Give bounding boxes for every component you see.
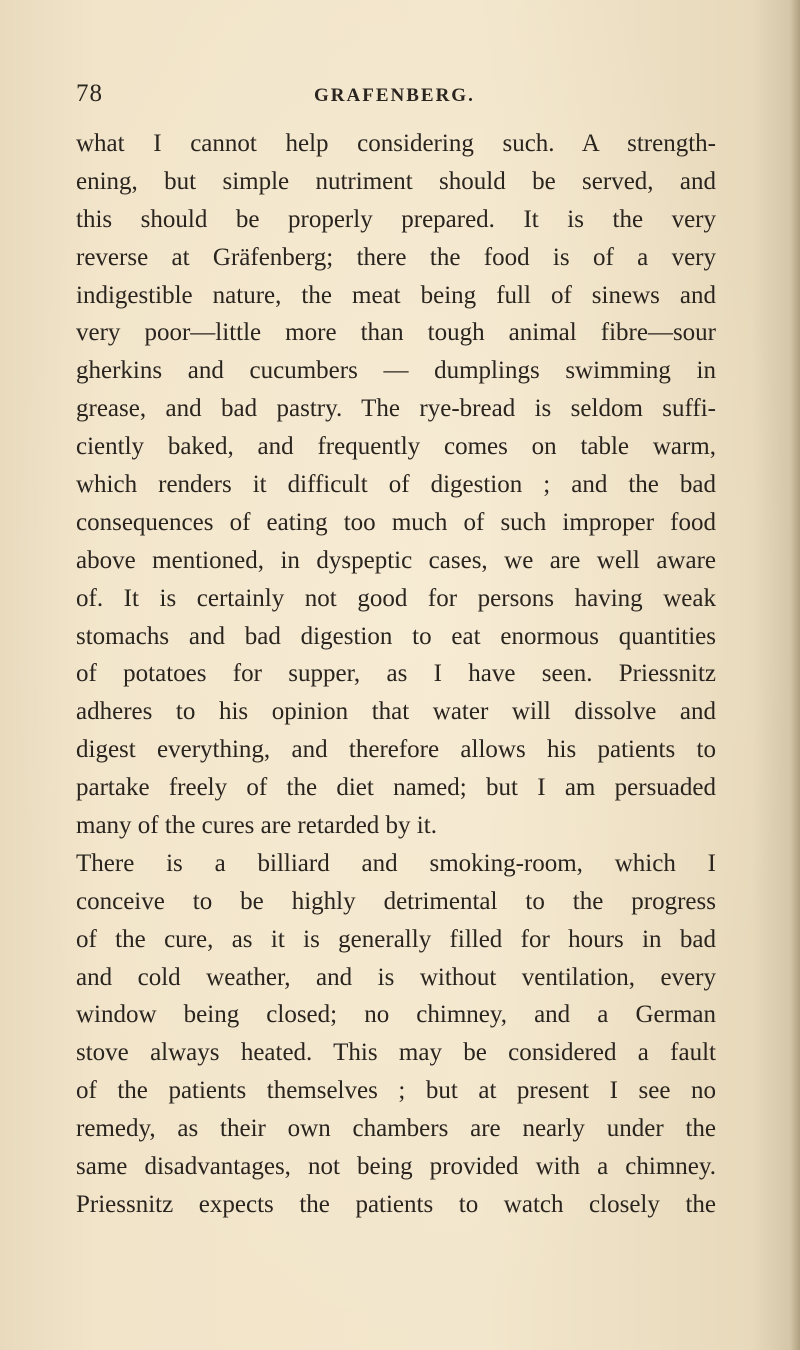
text-line: of the cure, as it is generally filled for hours in bad xyxy=(76,925,716,953)
page-number: 78 xyxy=(76,80,103,107)
text-line: same disadvantages, not being provided with a chimney. xyxy=(76,1153,716,1181)
text-line: conceive to be highly detrimental to the progress xyxy=(76,887,716,915)
text-line: of the patients themselves ; but at present I see no xyxy=(76,1077,716,1105)
text-line: of. It is certainly not good for persons having weak xyxy=(76,584,716,612)
running-head: GRAFENBERG. xyxy=(314,85,475,106)
text-line: indigestible nature, the meat being full of sinews and xyxy=(76,281,716,309)
text-line: stomachs and bad digestion to eat enormous quantities xyxy=(76,622,716,650)
text-line: ciently baked, and frequently comes on table warm, xyxy=(76,433,716,461)
text-line: There is a billiard and smoking-room, which I xyxy=(76,849,716,877)
text-line: reverse at Gräfenberg; there the food is of a very xyxy=(76,243,716,271)
text-line: grease, and bad pastry. The rye-bread is seldom suffi- xyxy=(76,395,716,423)
text-line: of potatoes for supper, as I have seen. Priessnitz xyxy=(76,660,716,688)
paragraph-end-line: many of the cures are retarded by it. xyxy=(76,812,437,840)
page-header xyxy=(76,80,716,114)
text-line: this should be properly prepared. It is the very xyxy=(76,205,716,233)
text-line: partake freely of the diet named; but I am persuaded xyxy=(76,774,716,802)
text-line: what I cannot help considering such. A strength- xyxy=(76,130,716,157)
text-line: digest everything, and therefore allows his patients to xyxy=(76,736,716,764)
text-line: very poor—little more than tough animal fibre—sour xyxy=(76,319,716,347)
text-line: above mentioned, in dyspeptic cases, we are well aware xyxy=(76,546,716,574)
text-line: consequences of eating too much of such improper food xyxy=(76,508,716,536)
text-line: and cold weather, and is without ventilation, every xyxy=(76,963,716,991)
text-line: which renders it difficult of digestion ; and the bad xyxy=(76,471,716,499)
text-line: stove always heated. This may be considered a fault xyxy=(76,1039,716,1067)
text-line: remedy, as their own chambers are nearly under the xyxy=(76,1115,716,1143)
text-line: gherkins and cucumbers — dumplings swimming in xyxy=(76,357,716,385)
text-line: ening, but simple nutriment should be served, and xyxy=(76,167,716,195)
body-text xyxy=(76,125,716,1224)
text-line: Priessnitz expects the patients to watch closely the xyxy=(76,1190,716,1218)
page-edge-shadow xyxy=(790,0,800,1350)
text-line: window being closed; no chimney, and a German xyxy=(76,1001,716,1029)
text-line: adheres to his opinion that water will dissolve and xyxy=(76,698,716,726)
